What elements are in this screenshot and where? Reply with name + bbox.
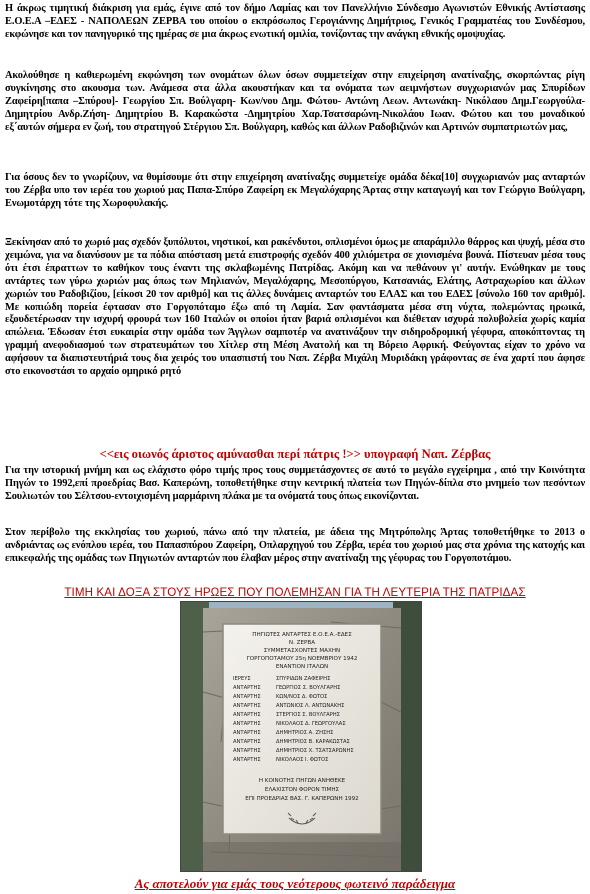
svg-text:ΝΙΚΟΛΑΟΣ Δ. ΓΕΩΡΓΟΥΛΑΣ: ΝΙΚΟΛΑΟΣ Δ. ΓΕΩΡΓΟΥΛΑΣ (276, 721, 346, 727)
svg-text:ΣΠΥΡΙΔΩΝ ΖΑΦΕΙΡΗΣ: ΣΠΥΡΙΔΩΝ ΖΑΦΕΙΡΗΣ (276, 676, 331, 682)
svg-text:ΑΝΤΑΡΤΗΣ: ΑΝΤΑΡΤΗΣ (233, 739, 261, 745)
paragraph-ceremony: Η άκρως τιμητική διάκριση για εμάς, έγινε από τον δήμο Λαμίας και τον Πανελλήνιο Σύνδεσμο Αγωνιστών Εθνικής Αντίστασης Ε.Ο.Ε.Α –ΕΔΕΣ - ΝΑΠΟΛΕΩΝ ΖΕΡΒΑ του οποίου ο εκπρόσωπος Γερογιάννης Δημήτριος, Γενικός Γραμματέας του Συνδέσμου, εκφώνησε και τον πανηγυρικό της ημέρας σε μια άκρως ενωτική ομιλία, τονίζοντας την ανάγκη εθνικής ομοψυχίας. (5, 3, 585, 40)
svg-text:ΙΕΡΕΥΣ: ΙΕΡΕΥΣ (233, 676, 251, 682)
zervas-quote (0, 447, 590, 462)
paragraph-mission: Ξεκίνησαν από το χωριό μας σχεδόν ξυπόλυτοι, νηστικοί, και ρακένδυτοι, οπλισμένοι όμως με απαράμιλλο θάρρος και ψυχή, μέσα στο χειμώνα, για να διανύσουν με τα πόδια απόσταση μετά επιστροφής σχεδόν 400 χιλιόμετρα σε χιονισμένα βουνά. Πίστευαν μέσα τους ότι έτσι έπραττων το καθήκον τους έναντι της σκλαβωμένης Πατρίδας. Ακόμη και να πεθάνουν γι' αυτήν. Ενώθηκαν με τους αντάρτες των γύρω χωριών μας όπως των Μηλιανών, Μεγαλόχαρης, Μεσοπύργου, Κατσανιάς, Ελάτης, Αστραχωρίου και άλλων χωριών του Ραδοβιζίου, [είκοσι 20 τον αριθμό] και τις άλλες δυνάμεις ανταρτών του ΕΛΑΣ και του ΕΔΕΣ [σύνολο 160 τον αριθμό]. Με κοπιώδη πορεία έφτασαν στο Γοργοπόταμο έξω από τη Λαμία. Σαν φαντάσματα μέσα στη νύχτα, πολεμώντας ηρωικά, εξουδετέρωσαν την ισχυρή φρουρά των 160 Ιταλών οι οποίοι ήταν βαριά οπλισμένοι και διέθεταν ισχυρά πολυβολεία χωρίς καμία απώλεια. Έδωσαν έτσι ευκαιρία στην ομάδα των Άγγλων σαμποτέρ να ανατινάξουν την σιδηροδρομική γέφυρα, αποκόπτοντας τη γραμμή ανεφοδιασμού των στρατευμάτων του Χίτλερ στη Μέση Ανατολή και τη Βόρειο Αφρική. Φεύγοντας είχαν το χρόνο να αφήσουν τα διαπιστευτήριά τους δια χειρός του υπασπιστή του Ναπ. Ζέρβα Μιχάλη Μυριδάκη γράφοντας σε ένα χαρτί που άφησε στο εικονοστάσι το αρχαίο ομηρικό ρητό (5, 237, 585, 378)
svg-text:ΑΝΤΑΡΤΗΣ: ΑΝΤΑΡΤΗΣ (233, 748, 261, 754)
svg-text:ΑΝΤΑΡΤΗΣ: ΑΝΤΑΡΤΗΣ (233, 712, 261, 718)
svg-text:ΣΥΜΜΕΤΑΣΧΟΝΤΕΣ ΜΑΧΗΝ: ΣΥΜΜΕΤΑΣΧΟΝΤΕΣ ΜΑΧΗΝ (263, 648, 341, 654)
svg-text:ΑΝΤΑΡΤΗΣ: ΑΝΤΑΡΤΗΣ (233, 730, 261, 736)
svg-text:ΑΝΤΩΝΙΟΣ Λ. ΑΝΤΩΝΑΚΗΣ: ΑΝΤΩΝΙΟΣ Λ. ΑΝΤΩΝΑΚΗΣ (276, 703, 345, 709)
honor-heading: ΤΙΜΗ ΚΑΙ ΔΟΞΑ ΣΤΟΥΣ ΗΡΩΕΣ ΠΟΥ ΠΟΛΕΜΗΣΑΝ ΓΙΑ ΤΗ ΛΕΥΤΕΡΙΑ ΤΗΣ ΠΑΤΡΙΔΑΣ (64, 586, 526, 599)
svg-text:Ν. ΖΕΡΒΑ: Ν. ΖΕΡΒΑ (288, 640, 316, 646)
footer-caption: Ας αποτελούν για εμάς τους νεότερους φωτεινό παράδειγμα (134, 876, 456, 891)
svg-text:ΕΛΑΧΙΣΤΟΝ ΦΟΡΟΝ ΤΙΜΗΣ: ΕΛΑΧΙΣΤΟΝ ΦΟΡΟΝ ΤΙΜΗΣ (264, 787, 340, 793)
svg-text:ΔΗΜΗΤΡΙΟΣ Χ. ΤΣΑΤΣΑΡΩΝΗΣ: ΔΗΜΗΤΡΙΟΣ Χ. ΤΣΑΤΣΑΡΩΝΗΣ (276, 748, 354, 754)
svg-text:ΑΝΤΑΡΤΗΣ: ΑΝΤΑΡΤΗΣ (233, 694, 261, 700)
svg-text:Η ΚΟΙΝΟΤΗΣ ΠΗΓΩΝ ΑΝΗΘΕΚΕ: Η ΚΟΙΝΟΤΗΣ ΠΗΓΩΝ ΑΝΗΘΕΚΕ (258, 778, 346, 784)
memorial-plaque-photo (180, 601, 422, 872)
svg-text:ΚΩΝ/ΝΟΣ Δ. ΦΩΤΟΣ: ΚΩΝ/ΝΟΣ Δ. ΦΩΤΟΣ (276, 694, 328, 700)
plaque-photo-drawing (181, 602, 421, 871)
svg-text:ΕΝΑΝΤΙΟΝ ΙΤΑΛΩΝ: ΕΝΑΝΤΙΟΝ ΙΤΑΛΩΝ (275, 664, 329, 670)
svg-text:ΝΙΚΟΛΑΟΣ Ι. ΦΩΤΟΣ: ΝΙΚΟΛΑΟΣ Ι. ΦΩΤΟΣ (276, 757, 329, 763)
paragraph-names: Ακολούθησε η καθιερωμένη εκφώνηση των ονομάτων όλων όσων συμμετείχαν στην επιχείρηση ανατίναξης, σκορπώντας ρίγη συγκίνησης στο ακουσμα των. Ανάμεσα στα άλλα ακουστήκαν και τα ονόματα των αειμνήστων συγχωριανών μας Σπυρίδων Ζαφείρη[παπα –Σπύρου]- Γεωργίου Σπ. Βούλγαρη- Κων/νου Δημ. Φώτου- Αντώνη Λεων. Αντωνάκη- Νικόλαου Δημ.Γεωργούλα- Δημητρίου Ανδρ.Ζήση- Δημητρίου Β. Καρακώστα -Δημητρίου Χαρ.Τσατσαρώνη-Νικολάου Ιωαν. Φώτου και του μοναδικού εξ΄αυτών σήμερα εν ζωή, του στρατηγού Στέργιου Σπ. Βούλγαρη, καθώς και άλλων Ραδοβιζινών και Αρτινών συμπατριωτών μας, (5, 70, 585, 133)
svg-text:ΓΟΡΓΟΠΟΤΑΜΟΥ 25η ΝΟΕΜΒΡΙΟΥ 194: ΓΟΡΓΟΠΟΤΑΜΟΥ 25η ΝΟΕΜΒΡΙΟΥ 1942 (246, 656, 358, 662)
quote-text: <<εις οιωνός άριστος αμύνασθαι περί πάτρις !>> (99, 447, 361, 461)
quote-signature: υπογραφή Ναπ. Ζέρβας (364, 447, 491, 461)
svg-text:ΔΗΜΗΤΡΙΟΣ Β. ΚΑΡΑΚΩΣΤΑΣ: ΔΗΜΗΤΡΙΟΣ Β. ΚΑΡΑΚΩΣΤΑΣ (276, 739, 350, 745)
paragraph-team: Για όσους δεν το γνωρίζουν, να θυμίσουμε ότι στην επιχείρηση ανατίναξης συμμετείχε ομάδα δέκα[10] συγχωριανών μας ανταρτών του Ζέρβα υπο τον ιερέα του χωριού μας Παπα-Σπύρο Ζαφείρη εκ Μεγαλόχαρης Άρτας στην καταγωγή και τον Γεώργιο Βούλγαρη, Ενωμοτάρχη τότε της Χωροφυλακής. (5, 172, 585, 209)
svg-text:ΕΠΙ ΠΡΟΕΔΡΙΑΣ ΒΑΣ. Γ. ΚΑΠΕΡΩΝΗ: ΕΠΙ ΠΡΟΕΔΡΙΑΣ ΒΑΣ. Γ. ΚΑΠΕΡΩΝΗ 1992 (245, 796, 359, 802)
svg-text:ΔΗΜΗΤΡΙΟΣ Α. ΖΗΣΗΣ: ΔΗΜΗΤΡΙΟΣ Α. ΖΗΣΗΣ (276, 730, 334, 736)
svg-text:ΣΤΕΡΓΙΟΣ Σ. ΒΟΥΛΓΑΡΗΣ: ΣΤΕΡΓΙΟΣ Σ. ΒΟΥΛΓΑΡΗΣ (276, 712, 340, 718)
svg-text:ΑΝΤΑΡΤΗΣ: ΑΝΤΑΡΤΗΣ (233, 721, 261, 727)
paragraph-plaque: Για την ιστορική μνήμη και ως ελάχιστο φόρο τιμής προς τους συμμετάσχοντες σε αυτό το μεγάλο εγχείρημα , από την Κοινότητα Πηγών το 1992,επί προεδρίας Βασ. Καπερώνη, τοποθετήθηκε στην κεντρική πλατεία των Πηγών-δίπλα στο μνημείο των πεσόντων Σουλιωτών του Σέλτσου-εντοιχισμένη μαρμάρινη πλάκα με τα ονόματά τους όπως εικονίζονται. (5, 465, 585, 502)
svg-text:ΑΝΤΑΡΤΗΣ: ΑΝΤΑΡΤΗΣ (233, 685, 261, 691)
svg-text:ΠΗΓΙΩΤΕΣ ΑΝΤΑΡΤΕΣ Ε.Ο.Ε.Α.-ΕΔΕ: ΠΗΓΙΩΤΕΣ ΑΝΤΑΡΤΕΣ Ε.Ο.Ε.Α.-ΕΔΕΣ (252, 632, 352, 638)
paragraph-statue: Στον περίβολο της εκκλησίας του χωριού, πάνω από την πλατεία, με άδεια της Μητρόπολης Άρτας τοποθετήθηκε το 2013 ο ανδριάντας ως ενόπλου ιερέα, του Παπασπύρου Ζαφείρη, Οπλαρχηγού του Ζέρβα, ιερέα του χωριού μας στα χρόνια της κατοχής και επικεφαλής της ομάδας των Πηγιωτών ανταρτών που έλαβαν μέρος στην ανατίναξη της γέφυρας του Γοργοποτάμου. (5, 527, 585, 564)
svg-text:ΓΕΩΡΓΙΟΣ Σ. ΒΟΥΛΓΑΡΗΣ: ΓΕΩΡΓΙΟΣ Σ. ΒΟΥΛΓΑΡΗΣ (276, 685, 341, 691)
svg-text:ΑΝΤΑΡΤΗΣ: ΑΝΤΑΡΤΗΣ (233, 757, 261, 763)
svg-text:ΑΝΤΑΡΤΗΣ: ΑΝΤΑΡΤΗΣ (233, 703, 261, 709)
